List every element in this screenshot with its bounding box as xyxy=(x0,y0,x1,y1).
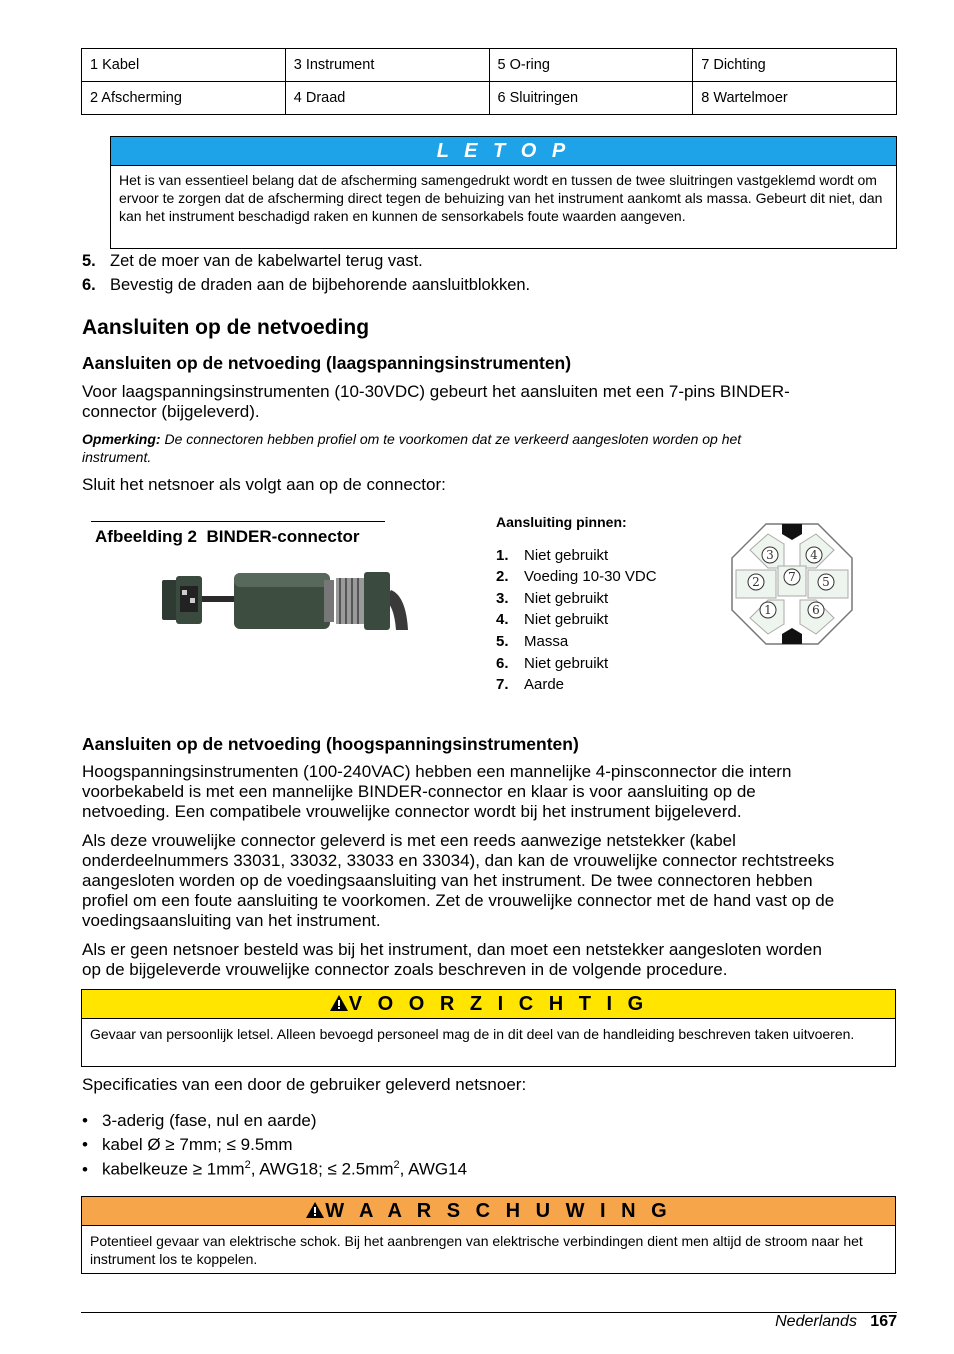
pin-item xyxy=(496,590,608,607)
text-line: Als er geen netsnoer besteld was bij het instrument, dan moet een netstekker aangesloten worden xyxy=(82,940,822,959)
specs-intro: Specificaties van een door de gebruiker geleverd netsnoer: xyxy=(82,1075,527,1094)
text-line: connector (bijgeleverd). xyxy=(82,402,260,421)
text-line: aangesloten worden op de voedingsaansluiting van het instrument. De twee connectoren hebben xyxy=(82,871,813,890)
pin-number: 3. xyxy=(496,590,509,607)
low-voltage-paragraph xyxy=(82,382,897,422)
figure-title: BINDER-connector xyxy=(206,527,360,546)
pin-item xyxy=(496,611,608,628)
pin-number: 4. xyxy=(496,611,509,628)
caution-header xyxy=(82,990,895,1019)
pin-label: 4 xyxy=(810,548,818,562)
warning-header xyxy=(82,1197,895,1226)
pin-item xyxy=(496,568,657,585)
bullet: • xyxy=(82,1111,88,1130)
text-line: voorbekabeld is met een mannelijke BINDER-connector en klaar is voor aansluiting op de xyxy=(82,782,756,801)
table-cell: 5 O-ring xyxy=(489,49,693,82)
binder-connector-image xyxy=(156,568,416,634)
pin-item xyxy=(496,676,564,693)
step-text: Zet de moer van de kabelwartel terug vast. xyxy=(110,252,423,270)
list-item xyxy=(82,1159,467,1180)
list-item-text: , AWG14 xyxy=(399,1159,468,1179)
list-item-text: kabelkeuze ≥ 1mm xyxy=(102,1159,245,1179)
table-cell: 8 Wartelmoer xyxy=(693,82,897,115)
note-label: Opmerking: xyxy=(82,431,161,447)
list-item xyxy=(82,1111,317,1131)
notice-box xyxy=(110,136,897,249)
pin-number: 2. xyxy=(496,568,509,585)
step-number: 5. xyxy=(82,252,96,270)
table-row xyxy=(82,49,897,82)
text-line: onderdeelnummers 33031, 33032, 33033 en 33034), dan kan de vrouwelijke connector rechtstreeks xyxy=(82,851,835,870)
pin-label: 7 xyxy=(788,570,796,584)
text-line: netvoeding. Een compatibele vrouwelijke connector wordt bij het instrument bijgeleverd. xyxy=(82,802,742,821)
warning-box xyxy=(81,1196,896,1274)
list-item xyxy=(82,1135,293,1155)
footer-language: Nederlands xyxy=(775,1313,857,1330)
table-cell: 2 Afscherming xyxy=(82,82,286,115)
pin-label: 6 xyxy=(812,603,820,617)
warning-triangle-icon xyxy=(329,994,349,1012)
high-voltage-paragraph-3 xyxy=(82,940,897,980)
figure-rule xyxy=(91,521,385,522)
text-line: Hoogspanningsinstrumenten (100-240VAC) hebben een mannelijke 4-pinsconnector die intern xyxy=(82,762,792,781)
pin-number: 1. xyxy=(496,547,509,564)
superscript: 2 xyxy=(393,1159,400,1171)
pin-item xyxy=(496,633,568,650)
text-line: profiel om een foute aansluiting te voorkomen. Zet de vrouwelijke connector met de hand vast op de xyxy=(82,891,835,910)
pin-item xyxy=(496,547,608,564)
pin-number: 5. xyxy=(496,633,509,650)
pin-text: Niet gebruikt xyxy=(524,590,609,607)
figure-caption xyxy=(95,527,359,547)
text-line: op de bijgeleverde vrouwelijke connector zoals beschreven in de volgende procedure. xyxy=(82,960,728,979)
step-5 xyxy=(82,252,423,271)
connect-intro: Sluit het netsnoer als volgt aan op de connector: xyxy=(82,475,446,494)
step-6 xyxy=(82,276,530,295)
parts-table xyxy=(81,48,897,115)
high-voltage-heading: Aansluiten op de netvoeding (hoogspanningsinstrumenten) xyxy=(82,734,579,754)
table-cell: 4 Draad xyxy=(285,82,489,115)
step-text: Bevestig de draden aan de bijbehorende aansluitblokken. xyxy=(110,276,531,294)
section-title: Aansluiten op de netvoeding xyxy=(82,316,370,339)
text-line: Als deze vrouwelijke connector geleverd is met een reeds aanwezige netstekker (kabel xyxy=(82,831,736,850)
high-voltage-paragraph-2 xyxy=(82,831,897,931)
table-cell: 3 Instrument xyxy=(285,49,489,82)
pin-diagram xyxy=(728,520,856,648)
warning-triangle-icon xyxy=(305,1201,325,1219)
pin-label: 5 xyxy=(822,575,830,589)
step-number: 6. xyxy=(82,276,96,294)
text-line: Voor laagspanningsinstrumenten (10-30VDC) gebeurt het aansluiten met een 7-pins BINDER- xyxy=(82,382,790,401)
note xyxy=(82,430,897,466)
low-voltage-heading: Aansluiten op de netvoeding (laagspanningsinstrumenten) xyxy=(82,353,572,373)
list-item-text: , AWG18; ≤ 2.5mm xyxy=(250,1159,394,1179)
warning-text: Potentieel gevaar van elektrische schok. Bij het aanbrengen van elektrische verbindingen dient men altijd de stroom naar het instrument los te koppelen. xyxy=(90,1233,863,1267)
pin-text: Aarde xyxy=(524,676,565,693)
footer xyxy=(775,1313,897,1331)
pin-number: 6. xyxy=(496,655,509,672)
text-line: voedingsaansluiting van het instrument. xyxy=(82,911,381,930)
superscript: 2 xyxy=(244,1159,251,1171)
notice-header: L E T O P xyxy=(111,137,896,166)
table-cell: 6 Sluitringen xyxy=(489,82,693,115)
pin-label: 3 xyxy=(766,548,774,562)
note-text-2: instrument. xyxy=(82,449,152,465)
pin-item xyxy=(496,655,608,672)
pin-text: Voeding 10-30 VDC xyxy=(524,568,657,585)
bullet: • xyxy=(82,1135,88,1154)
bullet: • xyxy=(82,1159,88,1179)
page-number: 167 xyxy=(870,1313,897,1330)
list-item-text: 3-aderig (fase, nul en aarde) xyxy=(102,1111,317,1130)
caution-text: Gevaar van persoonlijk letsel. Alleen bevoegd personeel mag de in dit deel van de handleiding beschreven taken uitvoeren. xyxy=(90,1026,855,1042)
pins-title: Aansluiting pinnen: xyxy=(496,514,627,530)
pin-label: 2 xyxy=(752,575,760,589)
figure-label: Afbeelding 2 xyxy=(95,527,198,546)
pin-number: 7. xyxy=(496,676,509,693)
caution-title: V O O R Z I C H T I G xyxy=(348,993,649,1015)
note-text: De connectoren hebben profiel om te voorkomen dat ze verkeerd aangesloten worden op het xyxy=(164,431,742,447)
pin-text: Niet gebruikt xyxy=(524,547,609,564)
notice-text: Het is van essentieel belang dat de afscherming samengedrukt wordt en tussen de twee sluitringen vastgeklemd wordt om ervoor te zorgen dat de afscherming direct tegen de behuizing van het instrument aankomt als massa. Gebeurt dit niet, dan kan het instrument beschadigd raken en kunnen de sensorkabels foute waarden aangeven. xyxy=(119,172,883,224)
warning-title: W A A R S C H U W I N G xyxy=(325,1200,672,1222)
pin-text: Massa xyxy=(524,633,569,650)
table-cell: 1 Kabel xyxy=(82,49,286,82)
pin-label: 1 xyxy=(764,603,772,617)
list-item-text: kabel Ø ≥ 7mm; ≤ 9.5mm xyxy=(102,1135,293,1154)
pin-text: Niet gebruikt xyxy=(524,611,609,628)
high-voltage-paragraph-1 xyxy=(82,762,897,822)
caution-box xyxy=(81,989,896,1067)
pin-text: Niet gebruikt xyxy=(524,655,609,672)
table-row xyxy=(82,82,897,115)
table-cell: 7 Dichting xyxy=(693,49,897,82)
